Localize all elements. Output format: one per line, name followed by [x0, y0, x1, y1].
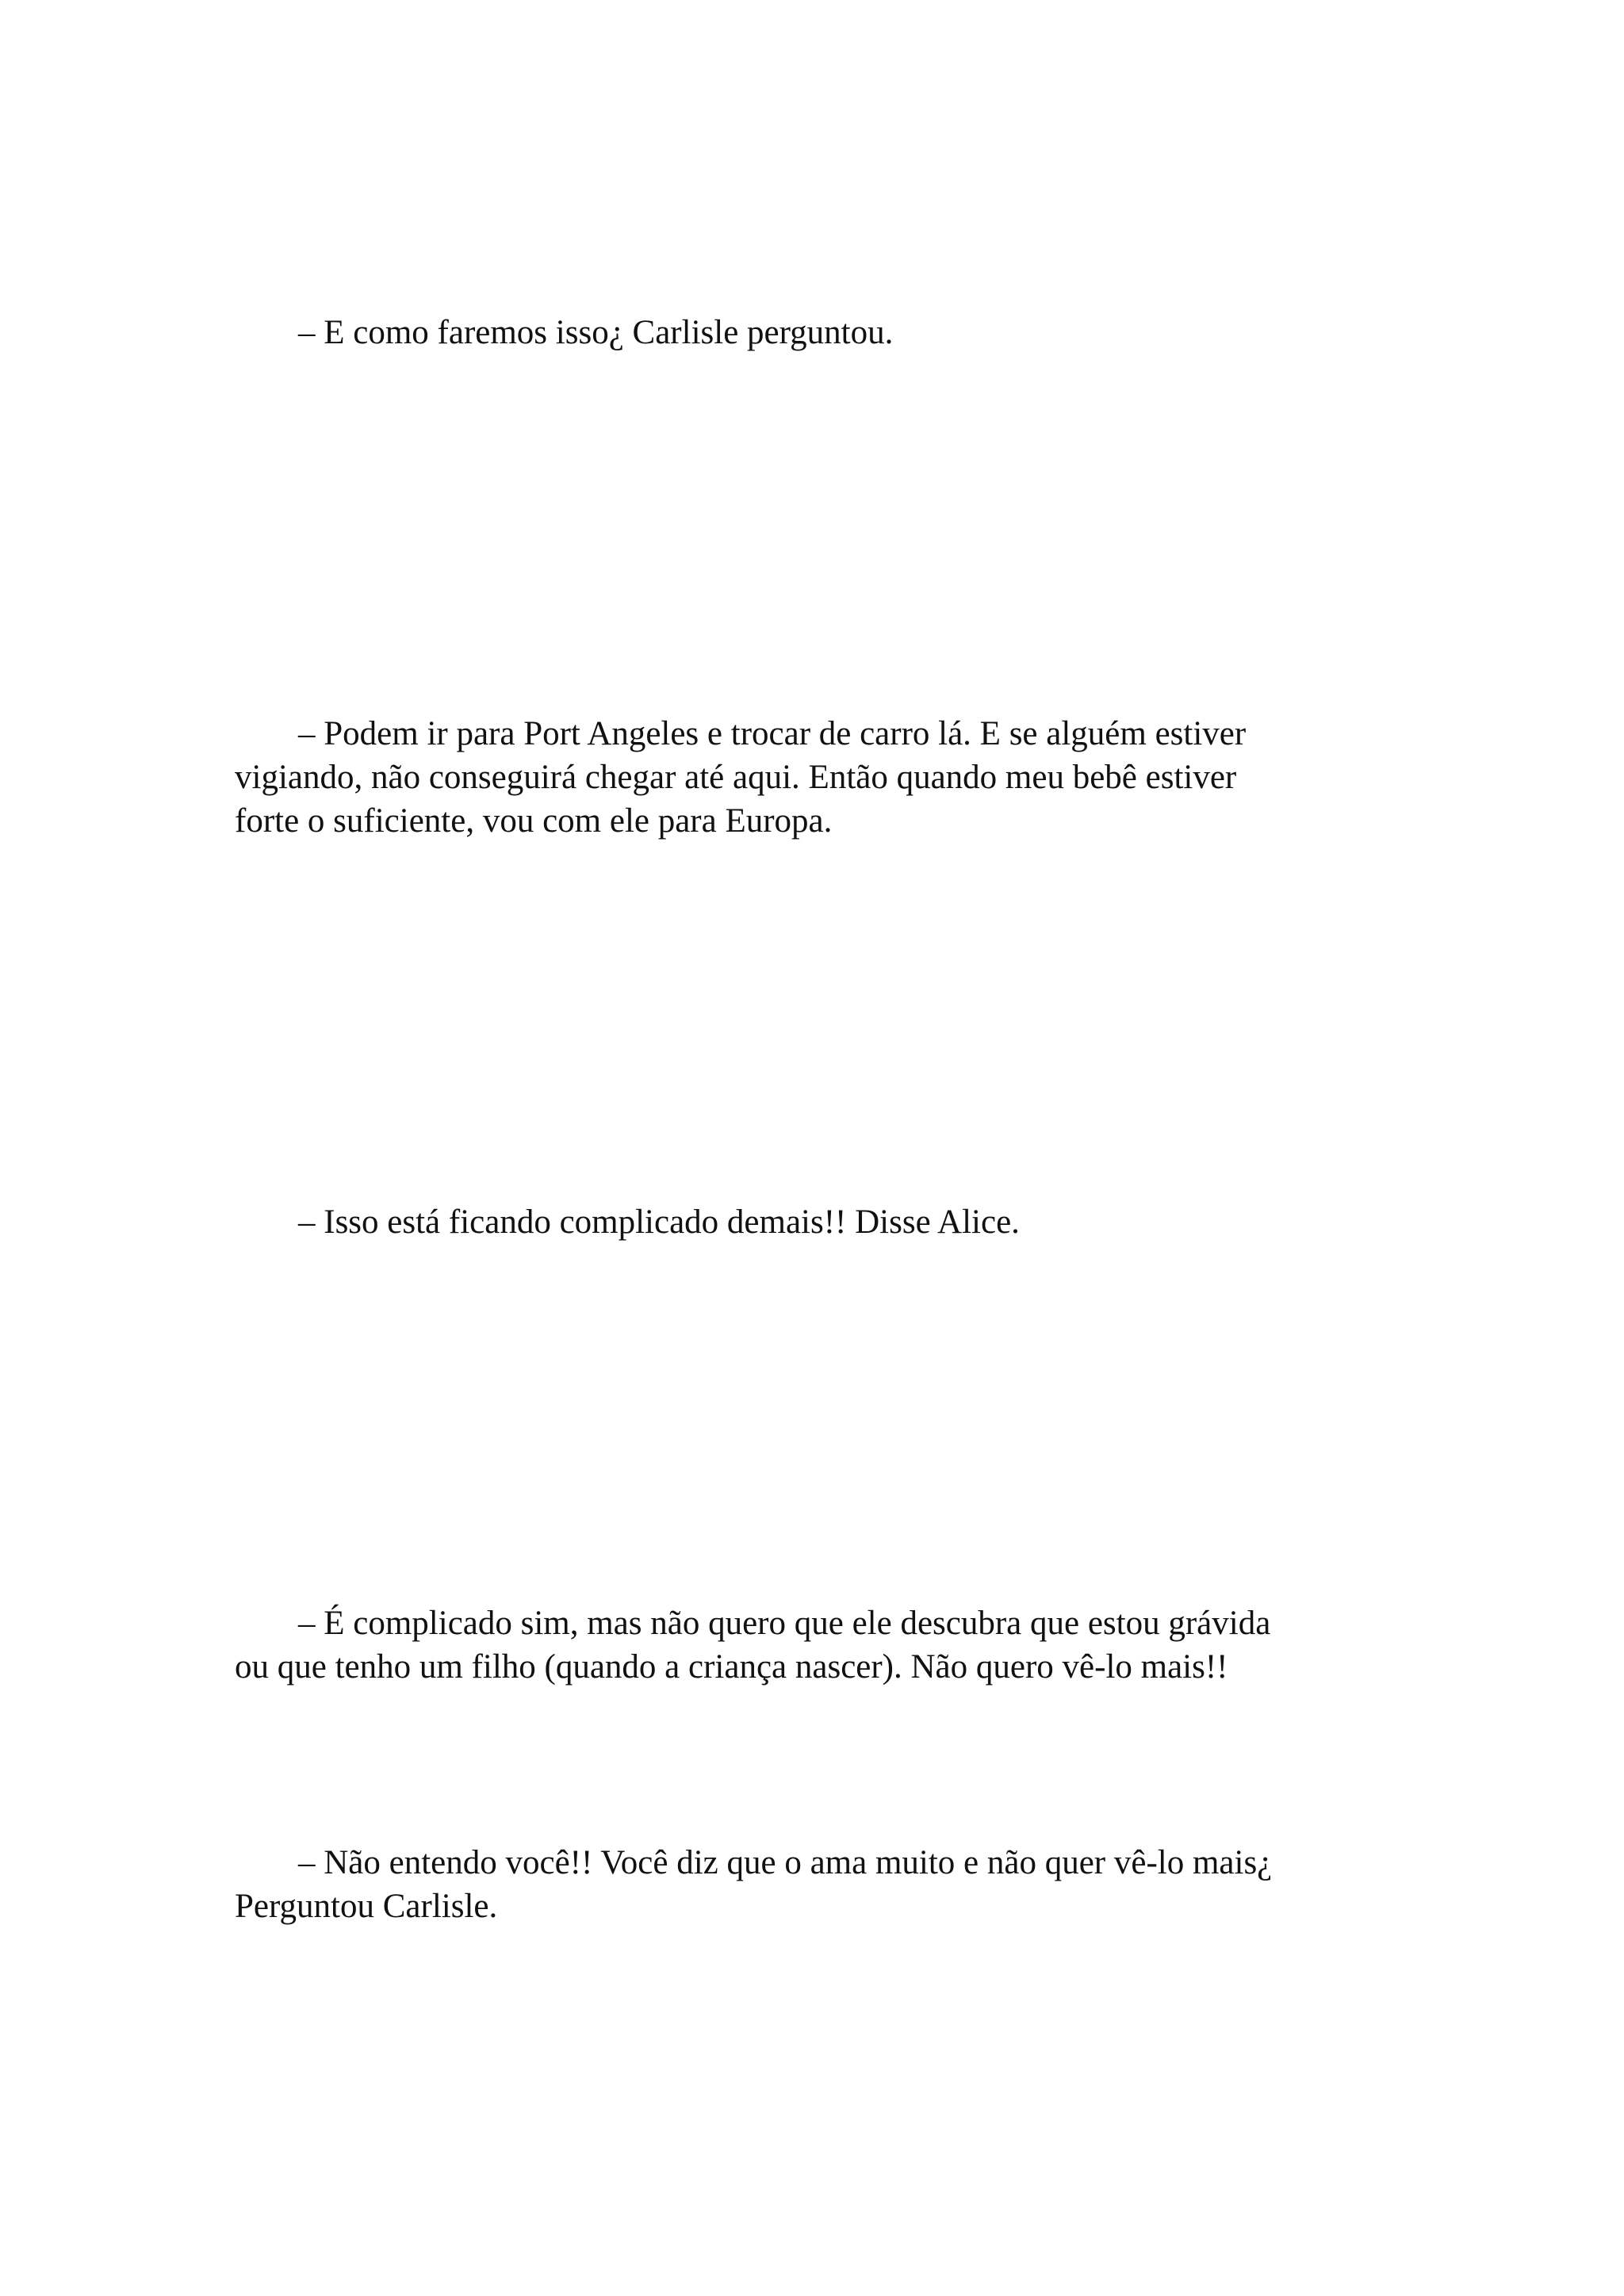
paragraph-line: – É complicado sim, mas não quero que ele descubra que estou grávida	[298, 1605, 1271, 1642]
paragraph-line: forte o suficiente, vou com ele para Europa.	[235, 802, 833, 840]
paragraph-line: – Isso está ficando complicado demais!! Disse Alice.	[298, 1203, 1020, 1241]
paragraph-line: vigiando, não conseguirá chegar até aqui. Então quando meu bebê estiver	[235, 759, 1237, 796]
paragraph-dialogue-5	[235, 1841, 1377, 1928]
paragraph-dialogue-4	[235, 1601, 1377, 1689]
paragraph-dialogue-2	[235, 712, 1377, 843]
paragraph-line: ou que tenho um filho (quando a criança nascer). Não quero vê-lo mais!!	[235, 1648, 1228, 1686]
paragraph-dialogue-1	[235, 311, 1377, 354]
paragraph-dialogue-3	[235, 1200, 1377, 1244]
paragraph-line: – Podem ir para Port Angeles e trocar de carro lá. E se alguém estiver	[298, 715, 1247, 752]
paragraph-line: Perguntou Carlisle.	[235, 1888, 498, 1925]
paragraph-line: – Não entendo você!! Você diz que o ama muito e não quer vê-lo mais¿	[298, 1844, 1273, 1881]
paragraph-line: – E como faremos isso¿ Carlisle perguntou.	[298, 314, 894, 351]
